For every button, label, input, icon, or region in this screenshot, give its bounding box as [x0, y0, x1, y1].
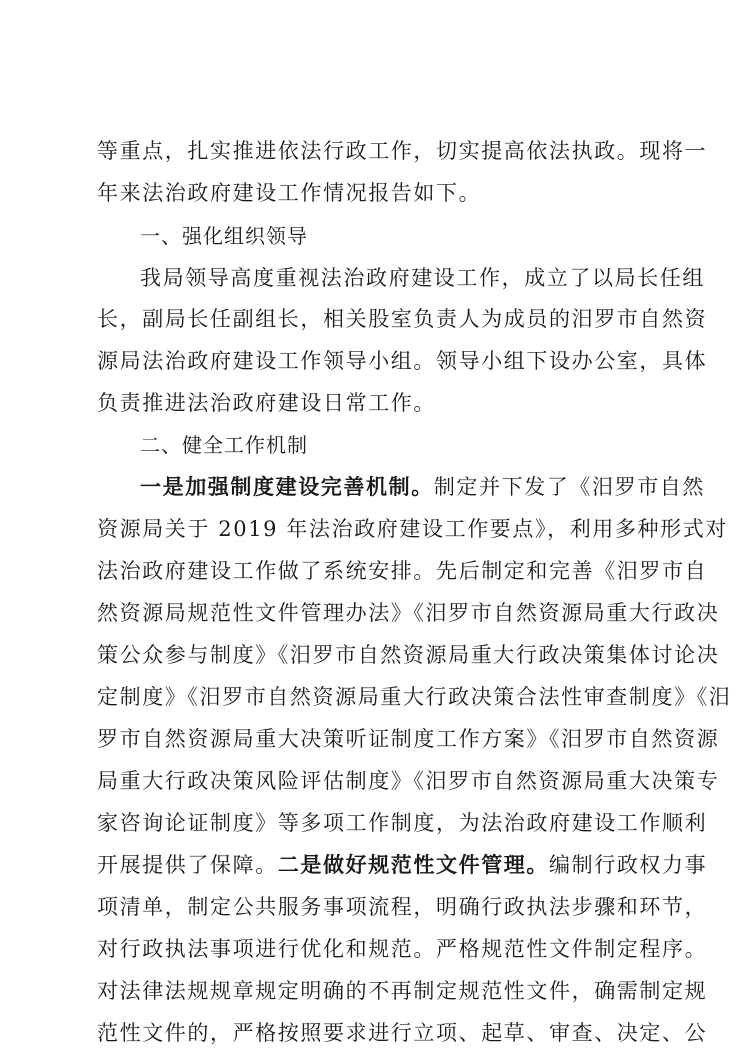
section-heading-2: 二、健全工作机制 [140, 433, 308, 457]
section-heading-1: 一、强化组织领导 [140, 224, 308, 248]
body-line: 年来法治政府建设工作情况报告如下。 [97, 181, 482, 205]
body-line: 源局法治政府建设工作领导小组。领导小组下设办公室，具体 [97, 349, 708, 373]
body-line: 长，副局长任副组长，相关股室负责人为成员的汨罗市自然资 [97, 307, 708, 331]
body-text: 制定并下发了《汨罗市自然 [433, 475, 706, 499]
bold-lead-2: 二是做好规范性文件管理。 [277, 852, 550, 877]
body-line: 我局领导高度重视法治政府建设工作，成立了以局长任组 [140, 266, 705, 290]
body-line: 范性文件的，严格按照要求进行立项、起草、审查、决定、公 [97, 1021, 708, 1045]
body-line: 负责推进法治政府建设日常工作。 [97, 391, 436, 415]
body-line: 罗市自然资源局重大决策听证制度工作方案》《汨罗市自然资源 [97, 727, 720, 751]
body-line [97, 850, 707, 880]
body-line [140, 472, 705, 502]
bold-lead-1: 一是加强制度建设完善机制。 [140, 474, 434, 499]
body-line: 家咨询论证制度》等多项工作制度，为法治政府建设工作顺利 [97, 811, 708, 835]
body-line: 项清单，制定公共服务事项流程，明确行政执法步骤和环节， [97, 895, 708, 919]
body-text: 编制行政权力事 [549, 853, 708, 877]
body-line: 局重大行政决策风险评估制度》《汨罗市自然资源局重大决策专 [97, 769, 720, 793]
body-line: 等重点，扎实推进依法行政工作，切实提高依法执政。现将一 [97, 139, 708, 163]
body-line: 对行政执法事项进行优化和规范。严格规范性文件制定程序。 [97, 937, 708, 961]
body-line: 资源局关于 2019 年法治政府建设工作要点》，利用多种形式对 [97, 517, 728, 541]
body-text: 开展提供了保障。 [97, 853, 278, 877]
body-line: 策公众参与制度》《汨罗市自然资源局重大行政决策集体讨论决 [97, 643, 720, 667]
body-line: 定制度》《汨罗市自然资源局重大行政决策合法性审查制度》《汨 [97, 685, 732, 709]
body-line: 对法律法规规章规定明确的不再制定规范性文件，确需制定规 [97, 979, 708, 1003]
body-line: 然资源局规范性文件管理办法》《汨罗市自然资源局重大行政决 [97, 601, 720, 625]
body-line: 法治政府建设工作做了系统安排。先后制定和完善《汨罗市自 [97, 559, 708, 583]
